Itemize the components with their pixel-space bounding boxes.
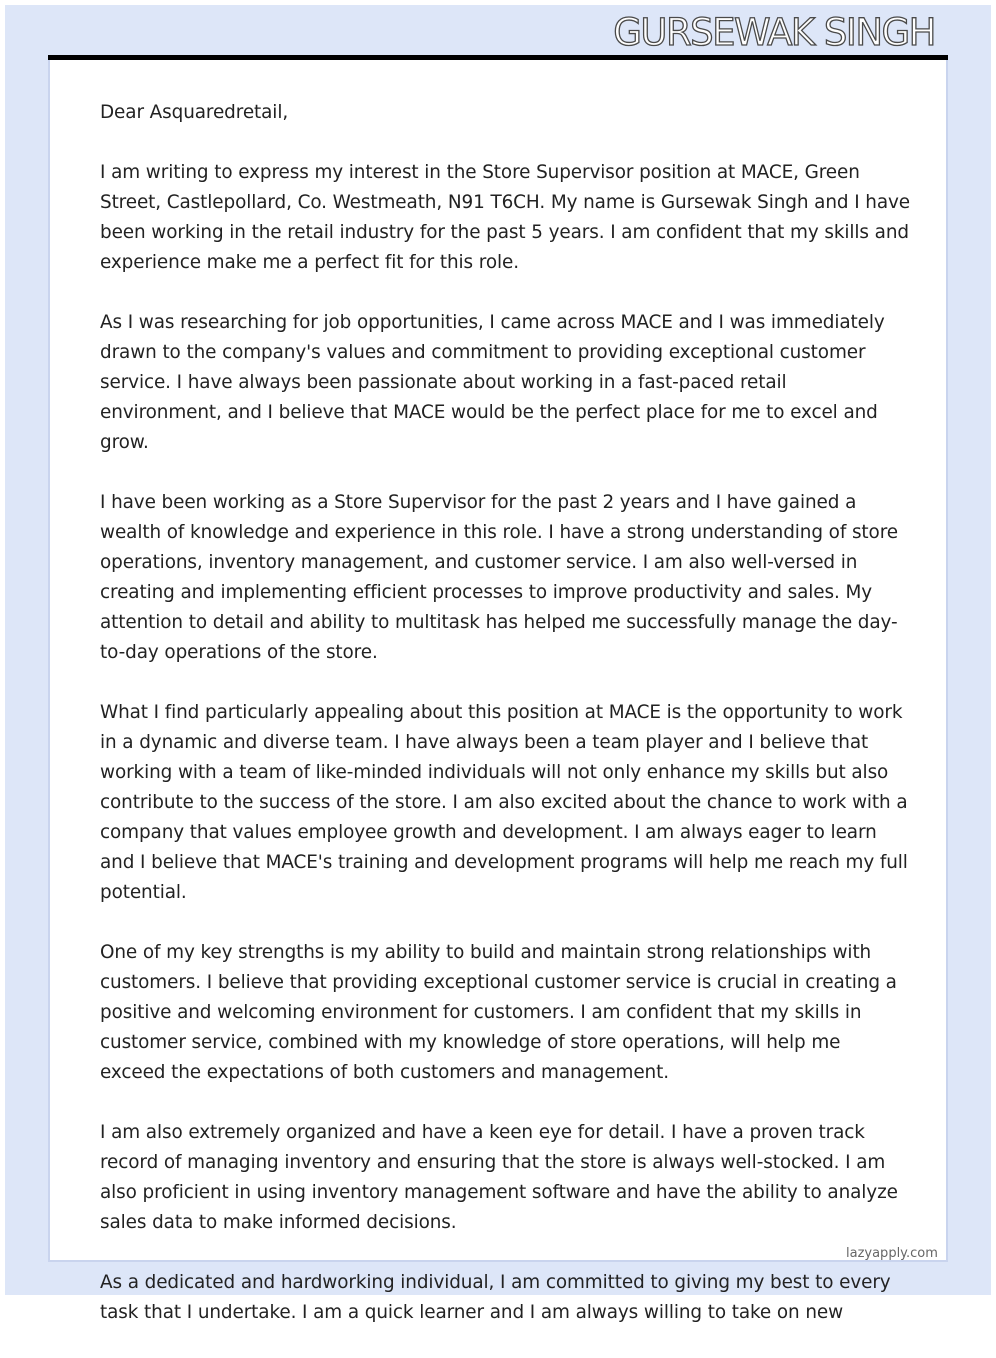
letter-paragraph-7: As a dedicated and hardworking individual, I am committed to giving my best to every task that I undertake. I am a quick learner and I am always willing to take on new	[100, 1272, 891, 1323]
letter-paragraph-3: I have been working as a Store Supervisor for the past 2 years and I have gained a wealth of knowledge and experience in this role. I have a strong understanding of store operations, inventory management, and customer service. I am also well-versed in creating and implementing efficient processes to improve productivity and sales. My attention to detail and ability to multitask has helped me successfully manage the day-to-day operations of the store.	[100, 492, 898, 663]
letter-paragraph-1: I am writing to express my interest in the Store Supervisor position at MACE, Green Street, Castlepollard, Co. Westmeath, N91 T6CH. My name is Gursewak Singh and I have been working in the retail industry for the past 5 years. I am confident that my skills and experience make me a perfect fit for this role.	[100, 162, 910, 273]
watermark-text: lazyapply.com	[846, 1246, 938, 1261]
document-frame	[5, 5, 991, 1323]
letter-salutation: Dear Asquaredretail,	[100, 102, 289, 123]
letter-paragraph-2: As I was researching for job opportunities, I came across MACE and I was immediately drawn to the company's values and commitment to providing exceptional customer service. I have always been passionate about working in a fast-paced retail environment, and I believe that MACE would be the perfect place for me to excel and grow.	[100, 312, 885, 453]
cover-letter-body	[100, 98, 910, 1358]
letter-paragraph-6: I am also extremely organized and have a keen eye for detail. I have a proven track record of managing inventory and ensuring that the store is always well-stocked. I am also proficient in using inventory management software and have the ability to analyze sales data to make informed decisions.	[100, 1122, 898, 1233]
letter-paragraph-4: What I find particularly appealing about this position at MACE is the opportunity to work in a dynamic and diverse team. I have always been a team player and I believe that working with a team of like-minded individuals will not only enhance my skills but also contribute to the success of the store. I am also excited about the chance to work with a company that values employee growth and development. I am always eager to learn and I believe that MACE's training and development programs will help me reach my full potential.	[100, 702, 908, 903]
letter-paragraph-5: One of my key strengths is my ability to build and maintain strong relationships with customers. I believe that providing exceptional customer service is crucial in creating a positive and welcoming environment for customers. I am confident that my skills in customer service, combined with my knowledge of store operations, will help me exceed the expectations of both customers and management.	[100, 942, 897, 1083]
applicant-name-heading: GURSEWAK SINGH	[613, 11, 935, 54]
